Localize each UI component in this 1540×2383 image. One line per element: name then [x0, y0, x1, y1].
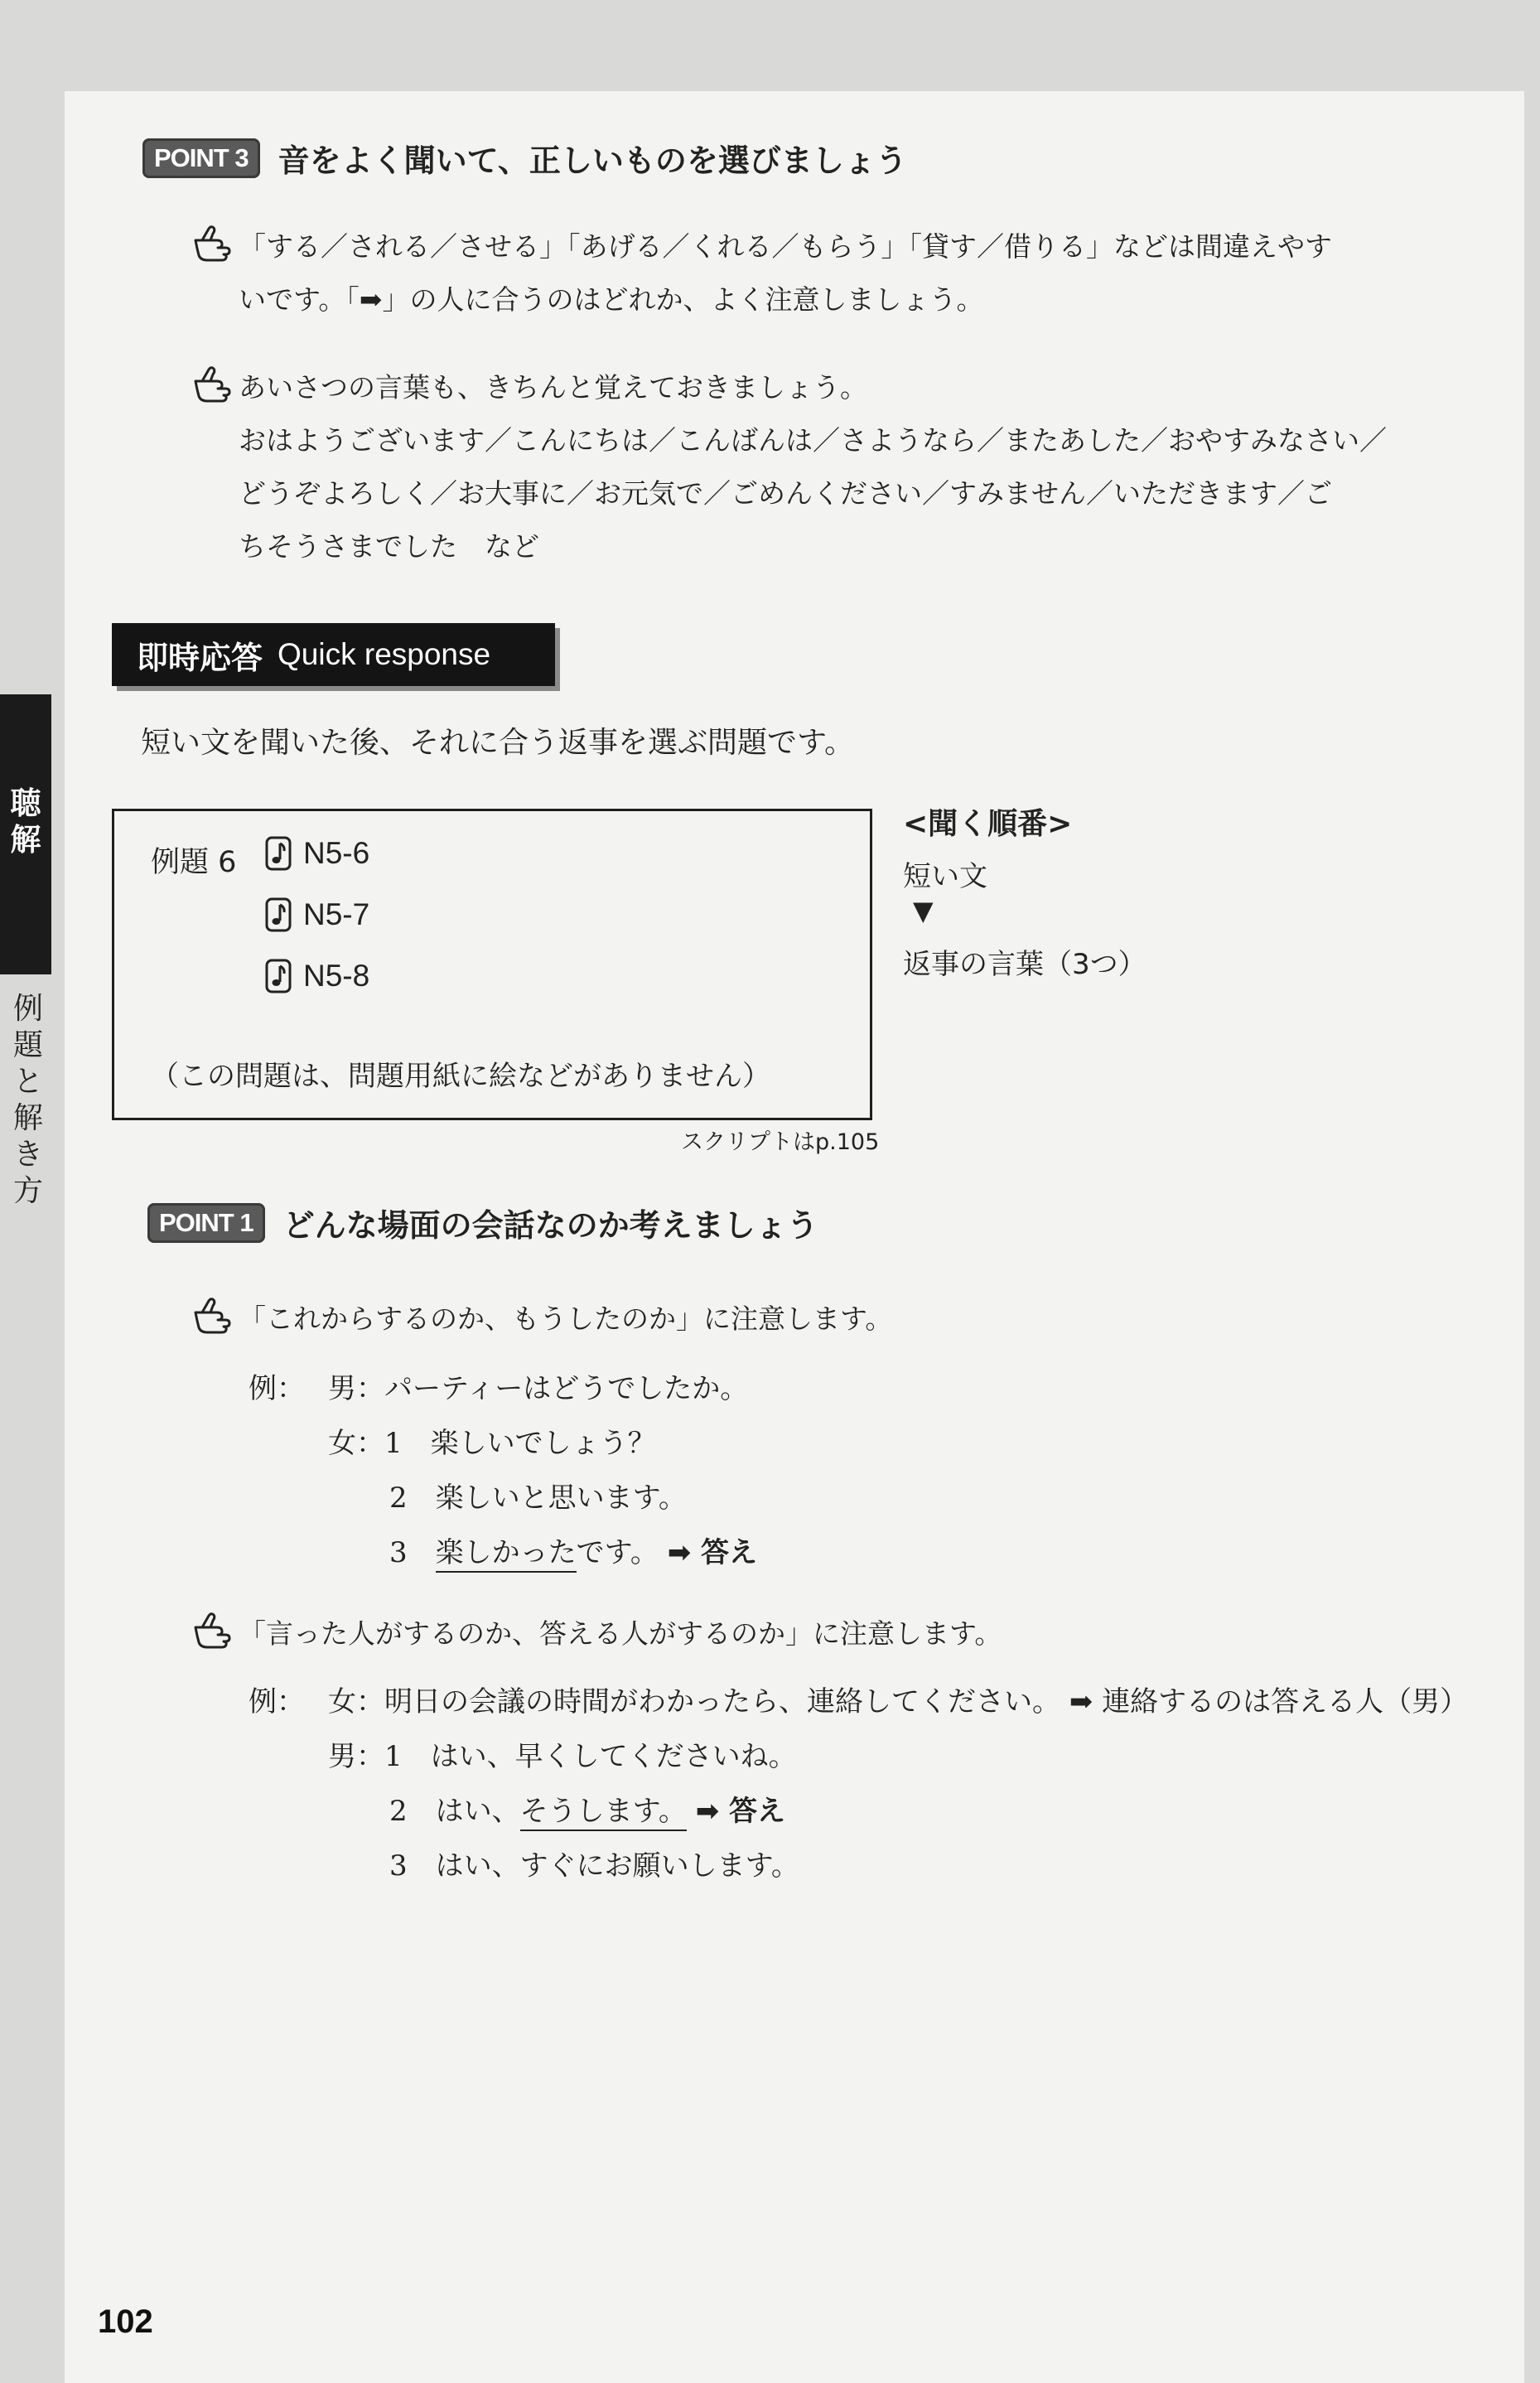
ex1-answer-2 — [389, 1475, 687, 1515]
side-tab-examples-char: と — [12, 1065, 43, 1099]
point1-tip-1-text: 「これからするのか、もうしたのか」に注意します。 — [239, 1303, 893, 1335]
audio-track-1 — [265, 836, 369, 871]
ex1-answer-1: 女：1 楽しいでしょう？ — [328, 1427, 656, 1460]
ex1-answer-speaker: 女 — [328, 1427, 356, 1460]
point1-tip-1 — [192, 1293, 892, 1346]
point3-title: 音をよく聞いて、正しいものを選びましょう — [278, 143, 907, 179]
ex2-question: 女：明日の会議の時間がわかったら、連絡してください。 ➡ 連絡するのは答える人（男） — [328, 1685, 1469, 1718]
point1-badge: POINT 1 — [147, 1203, 265, 1243]
example-label: 例題 6 — [151, 846, 237, 879]
ex2-question-note: ➡ 連絡するのは答える人（男） — [1069, 1685, 1469, 1718]
audio-track-1-label: N5-6 — [303, 836, 370, 870]
ex2-answer-2-prefix: はい、 — [435, 1795, 520, 1828]
side-tab-listening — [0, 694, 51, 974]
audio-track-2-label: N5-7 — [303, 897, 370, 931]
ex2-question-speaker: 女 — [328, 1685, 356, 1718]
ex1-answer-3-rest: です。 — [576, 1536, 659, 1569]
side-tab-examples — [5, 991, 51, 1210]
ex2-answer-mark: ➡ 答え — [695, 1795, 786, 1828]
ex1-answer-2-num: 2 — [389, 1482, 408, 1515]
music-note-icon — [265, 836, 292, 871]
ex1-answer-1-num: 1 — [384, 1427, 403, 1460]
audio-track-2 — [265, 897, 369, 932]
point3-tip-1-line-2: いです。「➡」の人に合うのはどれか、よく注意しましょう。 — [239, 283, 984, 316]
side-tab-examples-char: 例 — [12, 992, 43, 1026]
music-note-icon — [265, 959, 292, 993]
point3-tip-1 — [192, 220, 1332, 326]
point3-tip-2-line-1: あいさつの言葉も、きちんと覚えておきましょう。 — [239, 371, 867, 404]
ex2-answer-3-num: 3 — [389, 1849, 408, 1883]
ex1-answer-3 — [389, 1530, 757, 1570]
ex1-question-text: パーティーはどうでしたか。 — [384, 1372, 749, 1405]
ex1-answer-3-num: 3 — [389, 1536, 408, 1569]
section-title-jp: 即時応答 — [137, 639, 263, 676]
side-tab-examples-char: き — [12, 1138, 43, 1172]
music-note-icon — [265, 897, 292, 932]
point3-tip-2-line-2: おはようございます／こんにちは／こんばんは／さようなら／またあした／おやすみなさい／ — [239, 424, 1387, 457]
ex2-answer-2-underlined: そうします。 — [520, 1795, 687, 1831]
ex1-question: 男：パーティーはどうでしたか。 — [328, 1372, 749, 1405]
example-box — [112, 809, 872, 1120]
point3-tip-2-line-3: どうぞよろしく／お大事に／お元気で／ごめんください／すみません／いただきます／ご — [239, 477, 1332, 510]
ex2-answer-2 — [389, 1788, 785, 1829]
ex2-question-text: 明日の会議の時間がわかったら、連絡してください。 — [384, 1685, 1060, 1718]
ex1-answer-2-text: 楽しいと思います。 — [435, 1482, 687, 1515]
audio-track-3-label: N5-8 — [303, 959, 370, 993]
point1-tip-2-text: 「言った人がするのか、答える人がするのか」に注意します。 — [239, 1617, 1002, 1650]
point3-tip-1-line-1: 「する／される／させる」「あげる／くれる／もらう」「貸す／借りる」などは間違えやす — [239, 230, 1332, 263]
point3-header — [142, 135, 907, 181]
point1-title: どんな場面の会話なのか考えましょう — [282, 1207, 818, 1244]
ex1-label: 例： — [249, 1372, 305, 1405]
listening-order-arrow: ▼ — [913, 895, 934, 926]
ex2-answer-3-text: はい、すぐにお願いします。 — [435, 1849, 799, 1883]
ex2-answer-3 — [389, 1843, 799, 1883]
pointing-hand-icon — [192, 1609, 239, 1649]
point1-header — [147, 1200, 818, 1245]
pointing-hand-icon — [192, 363, 239, 403]
section-title-en: Quick response — [278, 637, 491, 671]
page-number: 102 — [98, 2303, 153, 2340]
pointing-hand-icon — [192, 1294, 239, 1334]
listening-order-step-1: 短い文 — [903, 860, 987, 893]
side-tab-listening-char: 聴 — [10, 785, 41, 821]
example-note: （この問題は、問題用紙に絵などがありません） — [151, 1060, 770, 1093]
listening-order-title: <聞く順番> — [903, 807, 1073, 841]
ex2-answer-1-num: 1 — [384, 1740, 403, 1773]
ex1-question-speaker: 男 — [328, 1372, 356, 1405]
side-tab-examples-char: 解 — [12, 1101, 43, 1135]
point3-badge: POINT 3 — [142, 138, 260, 178]
script-reference: スクリプトはp.105 — [681, 1129, 880, 1155]
ex1-answer-mark: ➡ 答え — [667, 1536, 758, 1569]
ex2-answer-1: 男：1 はい、早くしてくださいね。 — [328, 1740, 797, 1773]
audio-track-3 — [265, 959, 369, 993]
point3-tip-2 — [192, 361, 1387, 573]
section-header-quick-response — [112, 623, 555, 686]
ex2-label: 例： — [249, 1685, 305, 1718]
point1-tip-2 — [192, 1607, 1002, 1660]
ex2-answer-speaker: 男 — [328, 1740, 356, 1773]
pointing-hand-icon — [192, 222, 239, 262]
side-tab-examples-char: 方 — [12, 1174, 43, 1208]
ex2-answer-1-text: はい、早くしてくださいね。 — [430, 1740, 797, 1773]
side-tab-listening-char: 解 — [10, 822, 41, 858]
point3-tip-2-line-4: ちそうさまでした など — [239, 530, 539, 563]
listening-order-step-2: 返事の言葉（3つ） — [903, 948, 1147, 981]
ex1-answer-3-underlined: 楽しかった — [436, 1536, 577, 1573]
ex2-answer-2-num: 2 — [389, 1795, 408, 1828]
side-tab-examples-char: 題 — [12, 1028, 43, 1062]
ex1-answer-1-text: 楽しいでしょう？ — [430, 1427, 656, 1460]
section-intro: 短い文を聞いた後、それに合う返事を選ぶ問題です。 — [141, 726, 855, 760]
